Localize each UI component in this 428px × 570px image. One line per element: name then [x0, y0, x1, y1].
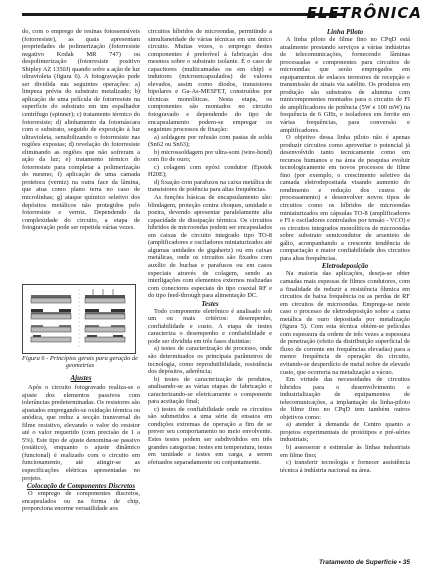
- process-step-g: [85, 325, 125, 332]
- list-item: b) assessorar e estimular às linhas industriais em filme fino;: [280, 443, 410, 459]
- process-step-f: [85, 309, 125, 319]
- list-item: a) atender à demanda de Centro quanto a projetos experimentais de protótipos e pré-séries industriais;: [280, 421, 410, 444]
- list-item: a) soldagem por refusão com pastas de solda (Sn62 ou Sn63);: [148, 133, 272, 149]
- list-item: d) fixação com parafusos na caixa metálica de transistores de potência para altas frequências.: [148, 178, 272, 194]
- paragraph: Após o circuito fotogravado realiza-se o ajuste dos elementos passivos com tolerâncias predeterminadas. Os resistores são ajustados empregando-se oxidação térmica ou anódica, que reduz a secção transversal do filme resistivo, elevando o valor do resistor até o valor requerido (com precisão de 1 a 5%). Este tipo de ajuste denomina-se passivo (estático), enquanto o ajuste dinâmico (funcional) é realizado com o circuito em funcionamento, até atingir-se as especificações elétricas apresentadas no projeto.: [22, 384, 140, 482]
- paragraph: As funções básicas de encapsulamento são: blindagem, proteção contra choques, umidade e poeira, devendo apresentar paralelamente alta capacidade de dissipação térmica. Os circuitos híbridos de microondas podem ser encapsulados em caixas de circuito integrado tipo TO-8 (amplificadores e osciladores miniaturizados até algumas unidades de gigahertz) ou em caixas metálicas, onde os circuitos são fixados com auxílio de buchas e parafusos ou em casos especiais através de colagem, sendo as interligações com elementos externos realizadas com conectores especiais do tipo coaxial RF e do tipo feed-through para alimentação DC.: [148, 194, 272, 300]
- list-item: c) testes de confiabilidade onde os circuitos são submetidos a uma série de ensaios em condições extremas de operação a fim de se prever seu comportamento no meio envolvente. Estes testes podem ser subdivididos em três grandes categorias: testes em temperatura, testes em umidade e testes em carga, a serem efetuados separadamente ou conjuntamente.: [148, 405, 272, 466]
- list-item: c) colagem com epóxi condutor (Epotek H20E);: [148, 163, 272, 179]
- subheading-testes: Testes: [201, 299, 219, 308]
- header-rule: [22, 13, 344, 16]
- subheading-eletrodeposicao: Eletrodeposição: [321, 262, 369, 271]
- process-step-c: [31, 325, 71, 332]
- column-3: [280, 28, 410, 548]
- subheading-linha-piloto: Linha Piloto: [326, 28, 364, 36]
- process-step-e: [85, 289, 125, 303]
- page-footer: Tratamento de Superfície • 35: [318, 559, 410, 566]
- paragraph: Todo componente eletrônico é analisado sob um ou mais critérios: desempenho, confiabilidade e custo. A etapa de testes caracteriza o desempenho e confiabilidade e pode ser dividida em três fases distintas:: [148, 307, 272, 345]
- paragraph: O objetivo dessa linha piloto não é apenas produzir circuitos como aproveitar o potencial já desenvolvido tanto tecnicamente como em recursos humanos e na área de pesquisa evoluir tecnologicamente em novos processos de filme fino (por exemplo, o crescimento seletivo da camada eletrodepositada visando aumento do rendimento e redução dos custos de processamento) e desenvolver novos tipos de circuitos como os híbridos de microondas miniaturizados em cápsulas TO-8 (amplificadores e FI e osciladores controlados por tensão - VCO) e os circuitos integrados monolíticos de microondas sobre substrato semicondutor de arsenieto de gálio, acompanhando a crescente tendência de compactação e maior confiabilidade dos circuitos para altas frequências.: [280, 134, 410, 262]
- paragraph: O emprego de componentes discretos, encapsulados ou na forma de chip, proporciona enorme versatilidade aos: [22, 490, 140, 513]
- list-item: a) testes de caracterização de processo, onde são determinados os principais parâmetros de tecnologia, como reprodutibilidade, resistência dos depósitos, aderência;: [148, 345, 272, 376]
- ajustes-heading: Ajustes: [70, 374, 92, 382]
- column-2: [148, 28, 272, 548]
- figure-caption: Figura 6 - Princípios gerais para geração de geometrias: [22, 355, 138, 370]
- paragraph: do, com o emprego de resinas fotossensíveis (fotorresiste), as quais apresentam propriedades de polimerização (fotorresiste negativo Kodak MR 747) ou despolimerização (fotorresiste positivo Shipley AZ 1350J) quando sofre a ação de luz ultravioleta (figura 6). A fotogravação pode ser dividida nas seguintes operações: a) limpeza prévia do substrato metalizado; b) aplicação de uma película de fotorresiste na superfície do substrato em um espalhador centrífugo (spinner); c) tratamento térmico do fotorresiste; d) alinhamento da fotomáscara com o substrato, seguido de exposição à luz ultravioleta, sensibilizando o fotorresiste nas regiões expostas; d) revelação do fotorresiste eliminando as regiões que não sofreram a ação da luz; e) tratamento térmico do fotorresiste para completar a polimerização do mesmo; f) aplicação de uma camada protetora (verniz) na outra face da lâmina, que atua como plano terra no caso de microlinhas; g) ataque químico seletivo dos depósitos metálicos não protegidos pelo fotorresiste e verniz. Dependendo da complexidade do circuito, a etapa de fotogravação pode ser repetida várias vezes.: [22, 28, 140, 232]
- process-step-h: [85, 335, 125, 342]
- subheading-componentes-discretos: Colocação de Componentes Discretos: [26, 482, 136, 491]
- figure-6-diagram: [22, 284, 136, 354]
- process-step-d: [31, 335, 71, 342]
- paragraph: circuitos híbridos de microondas, permitindo a simultaneidade de várias técnicas em um único circuito. Muitas vezes, o emprego destes componentes é preferível à fabricação dos mesmos sobre o substrato isolante. É o caso de capacitores (multicamadas ou em chip) e indutores (microencapsulados) de valores elevados, assim como diodos, transistores bipolares e Ga-As-MESFET, construídos por técnicas monolíticas. Nesta etapa, os componentes são montados no circuito fotogravado e dependendo do tipo de encapsulamento podem-se empregar os seguintes processos de fixação:: [148, 28, 272, 134]
- list-item: c) transferir tecnologia e fornecer assistência técnica à indústria nacional na área.: [280, 459, 410, 474]
- column-1-bottom: [22, 384, 140, 560]
- list-item: b) testes de caracterização de produtos, analisando-se as várias etapas de fabricação e caracterizando-se eletricamente o componente para aceitação final;: [148, 375, 272, 406]
- process-step-b: [31, 309, 71, 319]
- section-title: ELETRÔNICA: [306, 4, 422, 22]
- paragraph: Na maioria das aplicações, deseja-se obter camadas mais espessas de filmes condutores, com a finalidade de reduzir a resistência ôhmica em circuitos de baixa frequência ou as perdas de RF em circuitos de microondas. Emprega-se neste caso o processo de eletrodeposição sobre a cama metálica de ouro depositada por metalização (figura 5). Com esta técnica obtém-se películas com espessura da ordem de três vezes a espessura de penetração (efeito da distribuição superficial de fluxo de corrente em frequências elevadas) para a menor frequência de operação do circuito, evitando-se desperdício de metal nobre de elevado custo, que ocorreria na metalização a vácuo.: [280, 270, 410, 376]
- list-item: b) microssoldagem por ultra-som (wire-hond) com fio de ouro;: [148, 148, 272, 164]
- paragraph: Em virtude das necessidades de circuitos híbridos para o desenvolvimento e industrialização de equipamentos de telecomunicações, a implantação da linha-piloto de filme fino no CPqD tem também outros objetivos como:: [280, 376, 410, 421]
- column-1: [22, 28, 140, 282]
- process-step-a: [31, 295, 71, 303]
- paragraph: A linha piloto de filme fino no CPqD está atualmente prestando serviços a várias indústrias de telecomunicações, fornecendo lâminas processadas e componentes para circuitos de microondas que serão empregados em equipamentos de enlaces terrestres de recepção e transmissão de sinais via satélite. Os produtos em produção são substratos de alumina com minicomponentes montados para o circuito de FI de amplificadores de potência (5W e 100 mW) na frequência de 6 GHz, e isoladores em ferrite em várias frequências, para conversão e amplificadores.: [280, 36, 410, 134]
